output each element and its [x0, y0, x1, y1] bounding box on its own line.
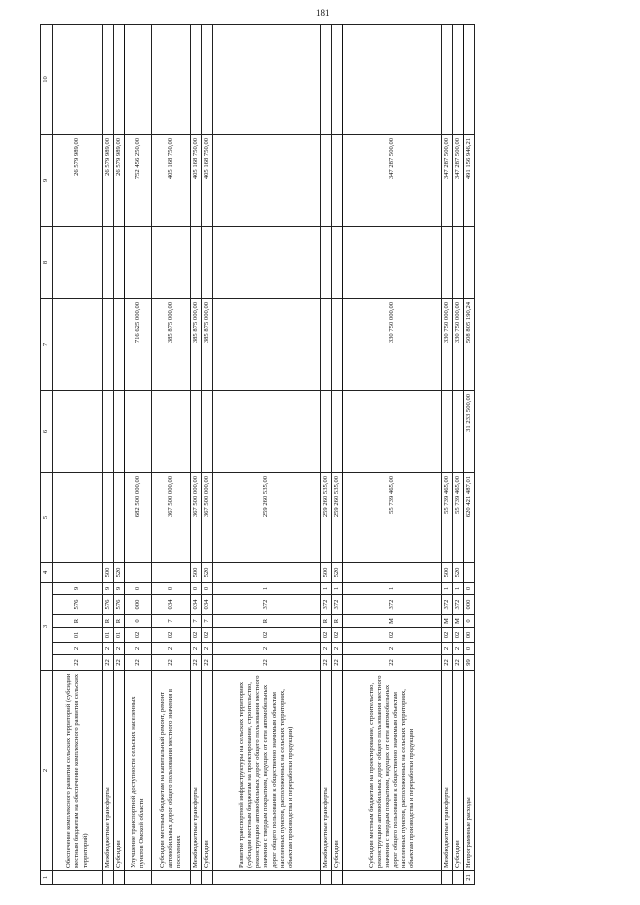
amount-col9-cell: 347 287 500,00 — [343, 134, 442, 226]
header-col-1: 1 — [41, 871, 53, 885]
code-segment-cell: 034 — [202, 595, 213, 615]
amount-col7-cell — [332, 298, 343, 390]
amount-col6-cell — [453, 390, 464, 472]
code-segment-cell: 372 — [453, 595, 464, 615]
amount-col6-cell — [321, 390, 332, 472]
header-col-5: 5 — [41, 472, 53, 562]
header-col-7: 7 — [41, 298, 53, 390]
header-col-10: 10 — [41, 24, 53, 134]
code-segment-cell: 7 — [152, 615, 191, 628]
page-number: 181 — [316, 8, 330, 18]
code-segment-cell: 000 — [464, 595, 475, 615]
amount-col5-cell — [114, 472, 125, 562]
code-segment-cell: 372 — [442, 595, 453, 615]
table-row — [125, 24, 152, 884]
code-segment-cell: 22 — [453, 655, 464, 671]
code-segment-cell: 01 — [103, 628, 114, 643]
amount-col5-cell: 259 260 535,00 — [321, 472, 332, 562]
row-name-cell: Субсидии — [332, 671, 343, 871]
row-name-cell: Субсидии местным бюджетам на капитальный ремонт, ремонт автомобильных дорог общего пользования местного значения в поселениях — [152, 671, 191, 871]
code-segment-cell: 22 — [343, 655, 442, 671]
amount-col10-cell — [202, 24, 213, 134]
code-segment-cell: 00 — [464, 628, 475, 643]
row-name-cell: Межбюджетные трансферты — [321, 671, 332, 871]
table-row — [152, 24, 191, 884]
amount-col5-cell: 620 421 487,01 — [464, 472, 475, 562]
row-number-cell — [321, 871, 332, 885]
code-segment-cell: 22 — [202, 655, 213, 671]
code-segment-cell: 2 — [343, 643, 442, 655]
amount-col6-cell — [332, 390, 343, 472]
header-col-9: 9 — [41, 134, 53, 226]
row-name-cell: Межбюджетные трансферты — [191, 671, 202, 871]
code-segment-cell: M — [453, 615, 464, 628]
amount-col10-cell — [332, 24, 343, 134]
amount-col8-cell — [152, 226, 191, 298]
code-segment-cell: 0 — [464, 643, 475, 655]
expense-type-cell — [152, 562, 191, 582]
row-number-cell — [343, 871, 442, 885]
rotated-budget-table-container — [40, 35, 605, 885]
code-segment-cell: 02 — [125, 628, 152, 643]
expense-type-cell: 500 — [103, 562, 114, 582]
amount-col7-cell: 330 750 000,00 — [343, 298, 442, 390]
code-segment-cell: M — [442, 615, 453, 628]
amount-col10-cell — [321, 24, 332, 134]
code-segment-cell: 2 — [321, 643, 332, 655]
table-row — [442, 24, 453, 884]
amount-col8-cell — [114, 226, 125, 298]
code-segment-cell: 372 — [321, 595, 332, 615]
expense-type-cell — [464, 562, 475, 582]
code-segment-cell: 22 — [103, 655, 114, 671]
code-segment-cell: 02 — [321, 628, 332, 643]
amount-col6-cell — [53, 390, 103, 472]
amount-col10-cell — [114, 24, 125, 134]
code-segment-cell: 0 — [125, 582, 152, 594]
expense-type-cell — [125, 562, 152, 582]
code-segment-cell: 372 — [332, 595, 343, 615]
amount-col9-cell: 405 168 750,00 — [152, 134, 191, 226]
amount-col10-cell — [464, 24, 475, 134]
amount-col5-cell: 55 739 465,00 — [453, 472, 464, 562]
table-row — [343, 24, 442, 884]
code-segment-cell: 22 — [53, 655, 103, 671]
code-segment-cell: 1 — [343, 582, 442, 594]
amount-col7-cell — [321, 298, 332, 390]
expense-type-cell — [53, 562, 103, 582]
code-segment-cell: 02 — [453, 628, 464, 643]
row-number-cell: 21 — [464, 871, 475, 885]
budget-table — [40, 24, 475, 885]
code-segment-cell: 9 — [103, 582, 114, 594]
code-segment-cell: R — [213, 615, 321, 628]
code-segment-cell: 22 — [332, 655, 343, 671]
amount-col6-cell — [213, 390, 321, 472]
expense-type-cell: 500 — [442, 562, 453, 582]
code-segment-cell: 99 — [464, 655, 475, 671]
expense-type-cell: 520 — [453, 562, 464, 582]
code-segment-cell: 02 — [442, 628, 453, 643]
amount-col7-cell: 716 625 000,00 — [125, 298, 152, 390]
expense-type-cell — [343, 562, 442, 582]
amount-col8-cell — [191, 226, 202, 298]
amount-col8-cell — [213, 226, 321, 298]
code-segment-cell: R — [332, 615, 343, 628]
code-segment-cell: 0 — [464, 615, 475, 628]
row-number-cell — [332, 871, 343, 885]
code-segment-cell: 034 — [152, 595, 191, 615]
code-segment-cell: 2 — [114, 643, 125, 655]
amount-col7-cell — [114, 298, 125, 390]
amount-col9-cell: 405 168 750,00 — [202, 134, 213, 226]
amount-col7-cell — [103, 298, 114, 390]
code-segment-cell: R — [103, 615, 114, 628]
code-segment-cell: 01 — [53, 628, 103, 643]
code-segment-cell: R — [321, 615, 332, 628]
amount-col8-cell — [53, 226, 103, 298]
code-segment-cell: 2 — [453, 643, 464, 655]
code-segment-cell: 1 — [213, 582, 321, 594]
header-col-6: 6 — [41, 390, 53, 472]
code-segment-cell: 02 — [202, 628, 213, 643]
table-row — [321, 24, 332, 884]
row-name-cell: Межбюджетные трансферты — [103, 671, 114, 871]
amount-col7-cell: 385 875 000,00 — [152, 298, 191, 390]
header-col-4: 4 — [41, 562, 53, 582]
amount-col5-cell — [103, 472, 114, 562]
code-segment-cell: 2 — [213, 643, 321, 655]
code-segment-cell: 02 — [343, 628, 442, 643]
code-segment-cell: 22 — [442, 655, 453, 671]
amount-col6-cell — [343, 390, 442, 472]
amount-col7-cell: 385 875 000,00 — [191, 298, 202, 390]
code-segment-cell: 22 — [125, 655, 152, 671]
code-segment-cell: 034 — [191, 595, 202, 615]
row-name-cell: Субсидии — [453, 671, 464, 871]
code-segment-cell: 7 — [202, 615, 213, 628]
row-number-cell — [202, 871, 213, 885]
header-col-8: 8 — [41, 226, 53, 298]
amount-col9-cell — [213, 134, 321, 226]
amount-col8-cell — [453, 226, 464, 298]
amount-col5-cell: 55 739 465,00 — [343, 472, 442, 562]
code-segment-cell: 01 — [114, 628, 125, 643]
table-row — [453, 24, 464, 884]
code-segment-cell: 22 — [114, 655, 125, 671]
code-segment-cell: 1 — [453, 582, 464, 594]
amount-col7-cell: 508 805 190,24 — [464, 298, 475, 390]
amount-col7-cell — [53, 298, 103, 390]
code-segment-cell: 576 — [53, 595, 103, 615]
row-name-cell: Субсидии местным бюджетам на проектирование, строительство, реконструкцию автомобильных дорог общего пользования местного значения с твердым покрытием, ведущих от сети автомобильных дорог общего пользования к общественно значимым объектам населенных пунктов, расположенных на сельских территориях, объектам производства и переработки продукции — [343, 671, 442, 871]
amount-col6-cell — [125, 390, 152, 472]
amount-col6-cell — [191, 390, 202, 472]
row-number-cell — [442, 871, 453, 885]
amount-col7-cell: 330 750 000,00 — [442, 298, 453, 390]
amount-col5-cell: 259 260 535,00 — [332, 472, 343, 562]
table-body — [53, 24, 475, 884]
row-number-cell — [103, 871, 114, 885]
code-segment-cell: 2 — [53, 643, 103, 655]
code-segment-cell: 22 — [191, 655, 202, 671]
amount-col9-cell: 26 579 989,00 — [114, 134, 125, 226]
code-segment-cell: 2 — [125, 643, 152, 655]
amount-col10-cell — [103, 24, 114, 134]
code-segment-cell: 2 — [152, 643, 191, 655]
amount-col7-cell — [213, 298, 321, 390]
amount-col6-cell — [442, 390, 453, 472]
code-segment-cell: 0 — [191, 582, 202, 594]
amount-col10-cell — [53, 24, 103, 134]
code-segment-cell: 576 — [103, 595, 114, 615]
table-row — [202, 24, 213, 884]
amount-col5-cell: 367 500 000,00 — [202, 472, 213, 562]
code-segment-cell: 02 — [332, 628, 343, 643]
code-segment-cell: 9 — [114, 582, 125, 594]
code-segment-cell: 372 — [213, 595, 321, 615]
amount-col9-cell: 347 287 500,00 — [453, 134, 464, 226]
expense-type-cell: 520 — [114, 562, 125, 582]
code-segment-cell: 9 — [53, 582, 103, 594]
amount-col8-cell — [202, 226, 213, 298]
amount-col7-cell: 330 750 000,00 — [453, 298, 464, 390]
row-number-cell — [453, 871, 464, 885]
amount-col8-cell — [343, 226, 442, 298]
code-segment-cell: M — [343, 615, 442, 628]
amount-col10-cell — [191, 24, 202, 134]
amount-col5-cell: 259 260 535,00 — [213, 472, 321, 562]
code-segment-cell: 2 — [103, 643, 114, 655]
amount-col10-cell — [343, 24, 442, 134]
amount-col5-cell: 367 500 000,00 — [152, 472, 191, 562]
code-segment-cell: 1 — [442, 582, 453, 594]
amount-col6-cell — [202, 390, 213, 472]
amount-col9-cell: 752 456 250,00 — [125, 134, 152, 226]
row-number-cell — [53, 871, 103, 885]
row-name-cell: Обеспечение комплексного развития сельских территорий (субсидии местным бюджетам на обеспечение комплексного развития сельских территорий) — [53, 671, 103, 871]
table-row — [213, 24, 321, 884]
amount-col6-cell — [103, 390, 114, 472]
amount-col9-cell — [332, 134, 343, 226]
code-segment-cell: 372 — [343, 595, 442, 615]
row-number-cell — [152, 871, 191, 885]
amount-col7-cell: 385 875 000,00 — [202, 298, 213, 390]
table-row — [53, 24, 103, 884]
amount-col10-cell — [152, 24, 191, 134]
amount-col8-cell — [332, 226, 343, 298]
amount-col10-cell — [213, 24, 321, 134]
amount-col5-cell: 682 500 000,00 — [125, 472, 152, 562]
code-segment-cell: 000 — [125, 595, 152, 615]
code-segment-cell: 0 — [464, 582, 475, 594]
code-segment-cell: 1 — [321, 582, 332, 594]
amount-col5-cell — [53, 472, 103, 562]
code-segment-cell: 02 — [213, 628, 321, 643]
row-name-cell: Улучшение транспортной доступности сельских населенных пунктов Омской области — [125, 671, 152, 871]
code-segment-cell: 2 — [202, 643, 213, 655]
row-name-cell: Непрограммные расходы — [464, 671, 475, 871]
row-name-cell: Межбюджетные трансферты — [442, 671, 453, 871]
amount-col5-cell: 367 500 000,00 — [191, 472, 202, 562]
amount-col9-cell: 405 168 750,00 — [191, 134, 202, 226]
table-row — [103, 24, 114, 884]
table-row — [191, 24, 202, 884]
amount-col9-cell — [321, 134, 332, 226]
amount-col9-cell: 491 156 946,21 — [464, 134, 475, 226]
amount-col6-cell: 31 233 500,00 — [464, 390, 475, 472]
code-segment-cell: 576 — [114, 595, 125, 615]
amount-col10-cell — [442, 24, 453, 134]
code-segment-cell: 22 — [152, 655, 191, 671]
code-segment-cell: 0 — [202, 582, 213, 594]
row-name-cell: Развитие транспортной инфраструктуры на сельских территориях (субсидии местным бюджетам на проектирование, строительство, реконструкцию автомобильных дорог общего пользования местного значения с твердым покрытием, ведущих от сети автомобильных дорог общего пользования к общественно значимым объектам населенных пунктов, расположенных на сельских территориях, объектам производства и переработки продукции) — [213, 671, 321, 871]
amount-col6-cell — [114, 390, 125, 472]
expense-type-cell: 520 — [332, 562, 343, 582]
table-row — [464, 24, 475, 884]
amount-col9-cell: 347 287 500,00 — [442, 134, 453, 226]
row-number-cell — [191, 871, 202, 885]
amount-col9-cell: 26 579 989,00 — [53, 134, 103, 226]
code-segment-cell: R — [114, 615, 125, 628]
code-segment-cell: 2 — [442, 643, 453, 655]
code-segment-cell: 1 — [332, 582, 343, 594]
header-col-3: 3 — [41, 582, 53, 670]
header-row — [41, 24, 53, 884]
amount-col6-cell — [152, 390, 191, 472]
row-number-cell — [125, 871, 152, 885]
expense-type-cell: 520 — [202, 562, 213, 582]
row-name-cell: Субсидии — [114, 671, 125, 871]
row-number-cell — [213, 871, 321, 885]
expense-type-cell: 500 — [321, 562, 332, 582]
amount-col8-cell — [442, 226, 453, 298]
code-segment-cell: 0 — [125, 615, 152, 628]
amount-col10-cell — [453, 24, 464, 134]
amount-col8-cell — [321, 226, 332, 298]
amount-col8-cell — [125, 226, 152, 298]
code-segment-cell: 2 — [332, 643, 343, 655]
code-segment-cell: 22 — [213, 655, 321, 671]
expense-type-cell: 500 — [191, 562, 202, 582]
amount-col10-cell — [125, 24, 152, 134]
header-col-2: 2 — [41, 671, 53, 871]
code-segment-cell: R — [53, 615, 103, 628]
expense-type-cell — [213, 562, 321, 582]
code-segment-cell: 7 — [191, 615, 202, 628]
row-number-cell — [114, 871, 125, 885]
row-name-cell: Субсидии — [202, 671, 213, 871]
code-segment-cell: 02 — [191, 628, 202, 643]
code-segment-cell: 22 — [321, 655, 332, 671]
amount-col9-cell: 26 579 989,00 — [103, 134, 114, 226]
amount-col8-cell — [103, 226, 114, 298]
table-row — [114, 24, 125, 884]
table-row — [332, 24, 343, 884]
code-segment-cell: 02 — [152, 628, 191, 643]
code-segment-cell: 0 — [152, 582, 191, 594]
code-segment-cell: 2 — [191, 643, 202, 655]
amount-col5-cell: 55 739 465,00 — [442, 472, 453, 562]
amount-col8-cell — [464, 226, 475, 298]
